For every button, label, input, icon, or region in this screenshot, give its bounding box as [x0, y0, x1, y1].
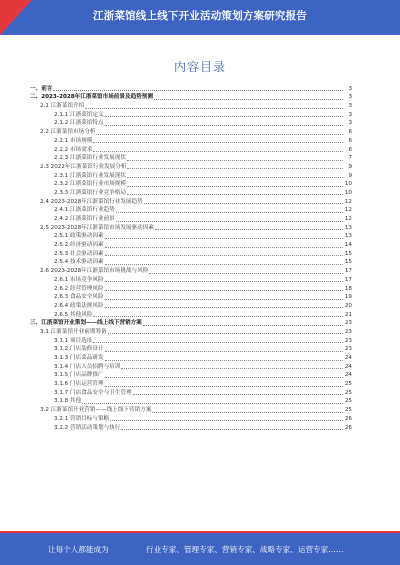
toc-entry-title: 3.2.2 营销活动策划与执行	[54, 424, 121, 431]
page-footer	[0, 533, 400, 565]
toc-leader-dots	[127, 194, 343, 195]
toc-leader-dots	[108, 333, 343, 334]
toc-entry[interactable]	[30, 93, 352, 102]
toc-leader-dots	[96, 134, 343, 135]
toc-entry-page: 6	[348, 137, 352, 144]
toc-entry-title: 2.4 2023-2028年江浙菜馆行业发展趋势	[40, 198, 143, 205]
toc-entry[interactable]	[30, 414, 352, 423]
toc-entry-title: 2.3.3 江浙菜馆行业竞争格局	[54, 189, 126, 196]
toc-entry-page: 10	[344, 189, 352, 196]
toc-leader-dots	[93, 151, 343, 152]
toc-leader-dots	[133, 394, 343, 395]
toc-leader-dots	[152, 412, 343, 413]
toc-entry[interactable]	[30, 197, 352, 206]
toc-entry-title: 2.3 2022年江浙菜馆行业发展分析	[40, 163, 127, 170]
toc-entry[interactable]	[30, 154, 352, 163]
toc-entry-title: 3.1 江浙菜馆开业前期筹备	[40, 328, 107, 335]
toc-entry-page: 12	[344, 198, 352, 205]
toc-entry[interactable]	[30, 136, 352, 145]
toc-entry-title: 2.5.2 经济驱动因素	[54, 242, 104, 249]
toc-entry[interactable]	[30, 266, 352, 275]
toc-entry-page: 18	[344, 285, 352, 292]
toc-entry[interactable]	[30, 275, 352, 284]
toc-entry-page: 13	[344, 224, 352, 231]
toc-entry-page: 15	[344, 259, 352, 266]
toc-leader-dots	[143, 325, 343, 326]
toc-entry-page: 20	[344, 302, 352, 309]
toc-entry-page: 23	[344, 346, 352, 353]
toc-entry[interactable]	[30, 336, 352, 345]
toc-entry-page: 25	[344, 398, 352, 405]
toc-entry[interactable]	[30, 423, 352, 432]
toc-entry[interactable]	[30, 362, 352, 371]
toc-entry[interactable]	[30, 119, 352, 128]
toc-leader-dots	[93, 142, 343, 143]
toc-entry[interactable]	[30, 397, 352, 406]
toc-leader-dots	[53, 90, 343, 91]
toc-leader-dots	[144, 203, 343, 204]
toc-entry-title: 2.6 2023-2028年江浙菜馆市场挑战与风险	[40, 268, 149, 275]
toc-leader-dots	[105, 307, 343, 308]
toc-leader-dots	[105, 125, 343, 126]
toc-entry-page: 9	[348, 163, 352, 170]
toc-entry[interactable]	[30, 162, 352, 171]
toc-entry-title: 2.5 2023-2028年江浙菜馆市场发展驱动因素	[40, 224, 154, 231]
toc-entry[interactable]	[30, 101, 352, 110]
toc-entry-title: 3.1.1 项目选址	[54, 337, 93, 344]
toc-entry[interactable]	[30, 327, 352, 336]
toc-entry[interactable]	[30, 293, 352, 302]
page-header	[0, 0, 400, 35]
toc-entry[interactable]	[30, 345, 352, 354]
toc-entry-page: 9	[348, 172, 352, 179]
toc-entry[interactable]	[30, 171, 352, 180]
toc-entry[interactable]	[30, 223, 352, 232]
toc-leader-dots	[149, 273, 343, 274]
toc-entry-title: 3.1.7 门店食品安全与卫生管理	[54, 389, 132, 396]
toc-entry[interactable]	[30, 145, 352, 154]
toc-entry-page: 7	[348, 155, 352, 162]
toc-leader-dots	[154, 99, 343, 100]
toc-entry-page: 24	[344, 363, 352, 370]
toc-entry[interactable]	[30, 301, 352, 310]
toc-leader-dots	[82, 403, 343, 404]
toc-entry-page: 24	[344, 355, 352, 361]
toc-entry-title: 2.1.2 江浙菜馆特点	[54, 120, 104, 127]
toc-entry-title: 2.4.2 江浙菜馆行业前景	[54, 216, 115, 222]
toc-entry-title: 3.1.5 门店品牌推广	[54, 372, 104, 379]
toc-entry-page: 17	[344, 276, 352, 283]
toc-entry-title: 2.2.3 江浙菜馆行业发展现状	[54, 155, 126, 162]
toc-entry-title: 2.3.1 江浙菜馆行业发展现状	[54, 172, 126, 179]
toc-leader-dots	[105, 351, 343, 352]
toc-entry[interactable]	[30, 284, 352, 293]
document-title: 江浙菜馆线上线下开业活动策划方案研究报告	[93, 10, 307, 22]
toc-entry[interactable]	[30, 232, 352, 241]
toc-entry[interactable]	[30, 310, 352, 319]
toc-leader-dots	[105, 247, 343, 248]
toc-entry-page: 25	[344, 381, 352, 388]
toc-entry-page: 13	[344, 233, 352, 240]
toc-leader-dots	[105, 264, 343, 265]
toc-entry-title: 2.1.1 江浙菜馆定义	[54, 111, 104, 118]
toc-entry[interactable]	[30, 388, 352, 397]
toc-leader-dots	[121, 368, 343, 369]
toc-entry-title: 3.1.8 其他	[54, 398, 82, 405]
toc-leader-dots	[127, 168, 343, 169]
toc-entry-page: 25	[344, 407, 352, 414]
toc-leader-dots	[105, 377, 343, 378]
toc-entry[interactable]	[30, 249, 352, 258]
toc-entry-page: 23	[344, 320, 352, 327]
toc-leader-dots	[121, 429, 343, 430]
toc-leader-dots	[127, 177, 343, 178]
toc-entry-page: 10	[344, 181, 352, 188]
footer-slogan: 让每个人都能成为	[48, 545, 109, 554]
toc-entry-page: 24	[344, 372, 352, 379]
toc-entry-title: 2.6.5 其他风险	[54, 311, 93, 318]
toc-entry[interactable]	[30, 371, 352, 380]
toc-entry[interactable]	[30, 319, 352, 328]
toc-leader-dots	[105, 116, 343, 117]
toc-entry[interactable]	[30, 214, 352, 223]
toc-leader-dots	[116, 221, 343, 222]
toc-entry-page: 15	[344, 250, 352, 257]
toc-entry-page: 23	[344, 328, 352, 335]
footer-tagline: 行业专家、管理专家、营销专家、战略专家、运营专家……	[146, 545, 344, 554]
toc-leader-dots	[105, 360, 343, 361]
toc-leader-dots	[93, 342, 343, 343]
toc-entry-title: 2.2 江浙菜馆市场分析	[40, 129, 96, 136]
toc-entry[interactable]	[30, 258, 352, 267]
toc-leader-dots	[105, 386, 343, 387]
toc-leader-dots	[155, 229, 343, 230]
toc-entry-title: 3.1.2 门店装修设计	[54, 346, 104, 353]
toc-entry-title: 三、江浙菜馆开业策划——线上线下营销方案	[30, 320, 142, 327]
toc-heading: 内容目录	[173, 60, 226, 74]
toc-entry-title: 2.1 江浙菜馆介绍	[40, 103, 85, 110]
toc-entry-title: 2.6.2 经营管理风险	[54, 285, 104, 292]
toc-entry-title: 2.6.3 食品安全风险	[54, 294, 104, 301]
toc-entry-title: 3.2 江浙菜馆开业营销——线上线下营销方案	[40, 407, 152, 414]
toc-entry[interactable]	[30, 84, 352, 93]
toc-entry-page: 14	[344, 242, 352, 249]
toc-entry-title: 2.6.4 政策法规风险	[54, 302, 104, 309]
toc-entry-title: 2.2.2 市场需求	[54, 146, 93, 153]
toc-entry-title: 2.5.3 社会驱动因素	[54, 250, 104, 257]
toc-entry-title: 2.5.1 政策驱动因素	[54, 233, 104, 240]
toc-entry-title: 2.4.1 江浙菜馆行业趋势	[54, 207, 115, 214]
toc-entry-page: 17	[344, 268, 352, 275]
toc-leader-dots	[85, 108, 343, 109]
toc-entry-title: 3.1.4 门店人员招聘与培训	[54, 363, 121, 370]
toc-leader-dots	[105, 290, 343, 291]
toc-entry-page: 3	[348, 120, 352, 127]
toc-entry[interactable]	[30, 240, 352, 249]
toc-entry-page: 6	[348, 129, 352, 136]
toc-leader-dots	[105, 281, 343, 282]
toc-entry-page: 23	[344, 337, 352, 344]
toc-entry[interactable]	[30, 379, 352, 388]
toc-entry[interactable]	[30, 180, 352, 189]
toc-entry-title: 2.6.1 市场竞争风险	[54, 276, 104, 283]
toc-entry-page: 26	[344, 415, 352, 422]
toc-leader-dots	[105, 255, 343, 256]
toc-entry-page: 19	[344, 294, 352, 301]
toc-leader-dots	[127, 186, 343, 187]
toc-entry-page: 21	[344, 311, 352, 318]
table-of-contents	[30, 84, 352, 432]
toc-entry-page: 12	[344, 207, 352, 214]
toc-leader-dots	[105, 238, 343, 239]
toc-entry-page: 6	[348, 146, 352, 153]
toc-entry-page: 12	[344, 216, 352, 222]
toc-entry[interactable]	[30, 188, 352, 197]
toc-entry[interactable]	[30, 405, 352, 414]
toc-leader-dots	[110, 420, 343, 421]
toc-entry-title: 3.2.1 营销目标与策略	[54, 415, 110, 422]
toc-entry-page: 3	[348, 111, 352, 118]
toc-entry-page: 3	[348, 94, 352, 101]
toc-entry[interactable]	[30, 110, 352, 119]
toc-entry[interactable]	[30, 127, 352, 136]
toc-entry-page: 3	[348, 85, 352, 92]
toc-leader-dots	[105, 299, 343, 300]
toc-entry-title: 2.3.2 江浙菜馆行业市场规模	[54, 181, 126, 188]
toc-entry-title: 二、2023-2028年江浙菜馆市场前景及趋势预测	[30, 94, 153, 101]
toc-leader-dots	[127, 160, 343, 161]
toc-entry-title: 2.2.1 市场规模	[54, 137, 93, 144]
toc-entry-page: 26	[344, 424, 352, 431]
toc-leader-dots	[93, 316, 343, 317]
toc-entry-page: 3	[348, 103, 352, 110]
toc-entry[interactable]	[30, 353, 352, 362]
toc-leader-dots	[116, 212, 343, 213]
toc-entry[interactable]	[30, 206, 352, 215]
toc-entry-title: 2.5.4 技术驱动因素	[54, 259, 104, 266]
toc-entry-title: 3.1.6 门店运营管理	[54, 381, 104, 388]
toc-entry-title: 一、前言	[30, 85, 53, 92]
toc-entry-title: 3.1.3 门店菜品研发	[54, 355, 104, 361]
toc-entry-page: 25	[344, 389, 352, 396]
